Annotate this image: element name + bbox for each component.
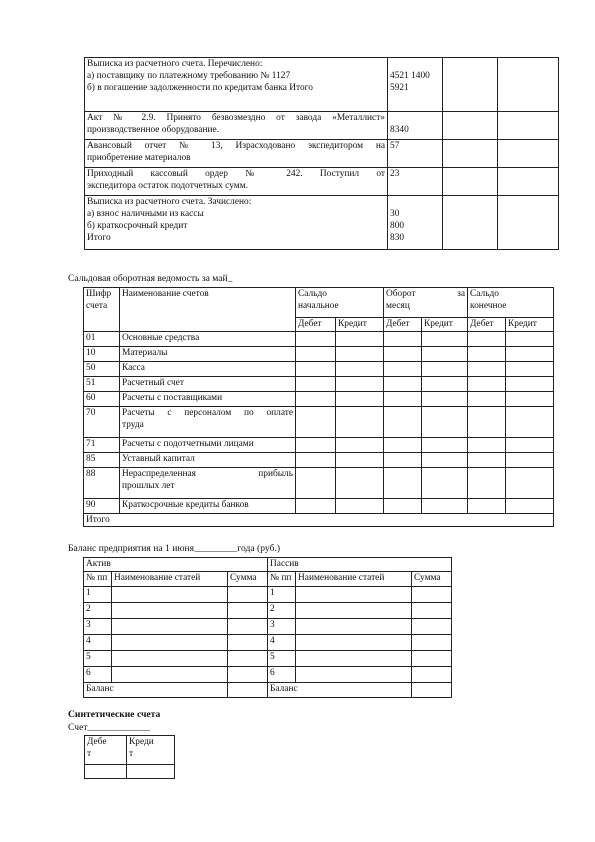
header-closing-credit: Кредит (506, 318, 554, 332)
operation-debit-cell (443, 58, 498, 112)
header-code-line-1: Шифр (86, 289, 112, 299)
turnover-account-name (120, 438, 296, 453)
header-turnover (384, 288, 468, 318)
asset-col-sum: Сумма (228, 572, 268, 587)
operation-amount-line: 830 (390, 233, 405, 243)
turnover-value-cell (506, 392, 554, 407)
operation-amount (388, 196, 443, 250)
liability-row-number: 1 (268, 587, 296, 603)
asset-col-name: Наименование статей (112, 572, 228, 587)
asset-row-sum (228, 619, 268, 635)
liability-row-number: 3 (268, 619, 296, 635)
turnover-caption: Сальдовая оборотная ведомость за май_ (68, 273, 233, 284)
turnover-account-code: 50 (84, 362, 120, 377)
liability-col-sum: Сумма (412, 572, 452, 587)
turnover-value-cell (384, 407, 422, 438)
balance-row (84, 667, 452, 683)
operation-amount-line (390, 152, 440, 164)
turnover-value-cell (422, 453, 468, 468)
operation-credit-cell (498, 140, 559, 168)
operation-amount-line (390, 112, 440, 124)
turnover-value-cell (296, 407, 336, 438)
operation-text-line: производственное оборудование. (87, 125, 220, 135)
operation-amount-line: 800 (390, 221, 405, 231)
liability-row-number: 6 (268, 667, 296, 683)
operation-text-line: а) поставщику по платежному требованию № 1127 (87, 71, 291, 81)
liability-col-name: Наименование статей (296, 572, 412, 587)
liability-row-number: 4 (268, 635, 296, 651)
turnover-value-cell (506, 499, 554, 514)
turnover-row (84, 377, 554, 392)
balance-rows (84, 587, 452, 683)
liability-row-sum (412, 635, 452, 651)
liability-row-sum (412, 619, 452, 635)
turnover-value-cell (422, 377, 468, 392)
turnover-value-cell (384, 453, 422, 468)
header-account-name: Наименование счетов (120, 288, 296, 332)
turnover-account-code: 51 (84, 377, 120, 392)
header-opening-debit: Дебет (296, 318, 336, 332)
liability-row-sum (412, 603, 452, 619)
operation-debit-cell (443, 112, 498, 140)
balance-row (84, 651, 452, 667)
asset-row-sum (228, 603, 268, 619)
asset-balance-sum (228, 683, 268, 698)
liability-row-sum (412, 651, 452, 667)
header-opening-line-1: Сальдо (298, 289, 327, 299)
liability-row-name (296, 619, 412, 635)
turnover-value-cell (296, 392, 336, 407)
turnover-value-cell (296, 499, 336, 514)
turnover-value-cell (506, 438, 554, 453)
turnover-value-cell (506, 347, 554, 362)
turnover-account-name (120, 362, 296, 377)
turnover-value-cell (506, 453, 554, 468)
turnover-account-code: 90 (84, 499, 120, 514)
turnover-account-name (120, 347, 296, 362)
operation-debit-cell (443, 196, 498, 250)
header-opening-balance (296, 288, 384, 318)
operation-text-line: б) краткосрочный кредит (87, 221, 188, 231)
turnover-name-line: труда (122, 420, 144, 430)
turnover-value-cell (384, 347, 422, 362)
asset-row-sum (228, 667, 268, 683)
asset-row-name (112, 635, 228, 651)
turnover-account-name (120, 468, 296, 499)
turnover-value-cell (384, 438, 422, 453)
turnover-value-cell (336, 453, 384, 468)
synthetic-accounts-title: Синтетические счета (68, 709, 161, 720)
turnover-name-line: прошлых лет (122, 481, 175, 491)
operation-description (85, 140, 388, 168)
turnover-value-cell (296, 438, 336, 453)
operation-text-line: приобретение материалов (87, 153, 191, 163)
operation-amount (388, 58, 443, 112)
turnover-value-cell (506, 377, 554, 392)
asset-balance-total: Баланс (84, 683, 228, 698)
turnover-row (84, 362, 554, 377)
synthetic-account-label: Счет_____________ (68, 722, 150, 733)
turnover-value-cell (296, 468, 336, 499)
operation-text-line: Итого (87, 233, 111, 243)
operation-row (85, 58, 559, 112)
asset-row-name (112, 651, 228, 667)
operation-description (85, 196, 388, 250)
turnover-value-cell (336, 362, 384, 377)
turnover-name-line: Расчеты с подотчетными лицами (122, 439, 254, 449)
header-opening-line-2: начальное (298, 301, 339, 311)
turnover-name-line: Материалы (122, 348, 168, 358)
turnover-account-code: 10 (84, 347, 120, 362)
operation-text-line: Выписка из расчетного счета. Перечислено: (87, 59, 263, 69)
operation-credit-cell (498, 112, 559, 140)
turnover-value-cell (384, 332, 422, 347)
turnover-account-code: 70 (84, 407, 120, 438)
operation-text-line: экспедитора остаток подотчетных сумм. (87, 181, 248, 191)
turnover-value-cell (296, 453, 336, 468)
turnover-value-cell (336, 347, 384, 362)
turnover-value-cell (422, 332, 468, 347)
turnover-value-cell (468, 347, 506, 362)
turnover-value-cell (384, 499, 422, 514)
turnover-account-code: 60 (84, 392, 120, 407)
operation-credit-cell (498, 168, 559, 196)
operation-amount-line: 30 (390, 209, 400, 219)
liability-row-name (296, 667, 412, 683)
turnover-total: Итого (84, 514, 554, 527)
turnover-account-name (120, 377, 296, 392)
liability-row-number: 2 (268, 603, 296, 619)
header-turnover-debit: Дебет (384, 318, 422, 332)
header-account-code (84, 288, 120, 332)
turnover-value-cell (336, 438, 384, 453)
turnover-account-code: 01 (84, 332, 120, 347)
turnover-value-cell (336, 332, 384, 347)
balance-table (83, 557, 452, 698)
turnover-name-line: Краткосрочные кредиты банков (122, 500, 249, 510)
turnover-name-line: Касса (122, 363, 145, 373)
operation-text-line: а) взнос наличными из кассы (87, 209, 204, 219)
turnover-row (84, 407, 554, 438)
liability-balance-total: Баланс (268, 683, 412, 698)
operation-description (85, 58, 388, 112)
asset-row-sum (228, 635, 268, 651)
balance-row (84, 619, 452, 635)
asset-row-number: 1 (84, 587, 112, 603)
turnover-value-cell (506, 468, 554, 499)
asset-row-name (112, 603, 228, 619)
header-code-line-2: счета (86, 301, 108, 311)
t-account-debit: Дебе т (85, 736, 127, 765)
turnover-name-line: Уставный капитал (122, 454, 195, 464)
turnover-name-line: Расчетный счет (122, 378, 184, 388)
asset-row-sum (228, 587, 268, 603)
balance-row (84, 603, 452, 619)
turnover-value-cell (468, 438, 506, 453)
turnover-value-cell (506, 362, 554, 377)
t-account-table (84, 735, 175, 779)
liability-row-number: 5 (268, 651, 296, 667)
turnover-name-line: Нераспределенная прибыль (122, 469, 293, 479)
turnover-value-cell (296, 332, 336, 347)
turnover-value-cell (468, 362, 506, 377)
operation-row (85, 140, 559, 168)
operation-amount (388, 168, 443, 196)
header-closing-line-2: конечное (470, 301, 507, 311)
turnover-value-cell (422, 438, 468, 453)
balance-liability-header: Пассив (268, 558, 452, 572)
liability-row-sum (412, 667, 452, 683)
turnover-value-cell (296, 347, 336, 362)
turnover-value-cell (468, 332, 506, 347)
operation-debit-cell (443, 168, 498, 196)
turnover-account-name (120, 407, 296, 438)
turnover-account-code: 85 (84, 453, 120, 468)
asset-row-number: 6 (84, 667, 112, 683)
turnover-value-cell (336, 407, 384, 438)
liability-balance-sum (412, 683, 452, 698)
operation-amount (388, 140, 443, 168)
balance-asset-header: Актив (84, 558, 268, 572)
turnover-value-cell (506, 407, 554, 438)
header-turnover-line-1: Оборот за (386, 289, 466, 299)
turnover-value-cell (384, 377, 422, 392)
turnover-value-cell (384, 392, 422, 407)
turnover-value-cell (384, 468, 422, 499)
turnover-name-line: Основные средства (122, 333, 200, 343)
header-closing-line-1: Сальдо (470, 289, 499, 299)
turnover-account-name (120, 453, 296, 468)
turnover-value-cell (506, 332, 554, 347)
turnover-row (84, 468, 554, 499)
turnover-value-cell (468, 499, 506, 514)
turnover-account-name (120, 332, 296, 347)
header-turnover-credit: Кредит (422, 318, 468, 332)
operation-text-line: Выписка из расчетного счета. Зачислено: (87, 197, 252, 207)
balance-row (84, 635, 452, 651)
header-turnover-line-2: месяц (386, 301, 410, 311)
operation-text-line: Акт № 2.9. Принято безвозмездно от завода «Металлист» (87, 113, 385, 123)
turnover-value-cell (422, 347, 468, 362)
operation-text-line: Приходный кассовый ордер № 242. Поступил от (87, 169, 385, 179)
operation-debit-cell (443, 140, 498, 168)
operation-amount-line: 5921 (390, 83, 409, 93)
asset-col-no: № пп (84, 572, 112, 587)
turnover-value-cell (468, 392, 506, 407)
operation-row (85, 168, 559, 196)
turnover-account-name (120, 499, 296, 514)
asset-row-number: 4 (84, 635, 112, 651)
liability-row-name (296, 651, 412, 667)
liability-row-name (296, 587, 412, 603)
turnover-name-line: Расчеты с персоналом по оплате (122, 408, 293, 418)
turnover-value-cell (296, 362, 336, 377)
turnover-value-cell (468, 377, 506, 392)
turnover-value-cell (296, 377, 336, 392)
operation-amount-line: 4521 1400 (390, 71, 430, 81)
turnover-value-cell (384, 362, 422, 377)
operation-amount-line (390, 180, 440, 192)
turnover-value-cell (336, 377, 384, 392)
operation-credit-cell (498, 196, 559, 250)
turnover-value-cell (422, 362, 468, 377)
operation-row (85, 112, 559, 140)
asset-row-number: 3 (84, 619, 112, 635)
liability-col-no: № пп (268, 572, 296, 587)
operation-text-line: б) в погашение задолженности по кредитам банка Итого (87, 83, 313, 93)
operation-amount-line (390, 58, 440, 70)
asset-row-name (112, 619, 228, 635)
turnover-value-cell (336, 499, 384, 514)
t-account-debit-value (85, 765, 127, 779)
turnover-row (84, 438, 554, 453)
turnover-account-name (120, 392, 296, 407)
operations-body (85, 58, 559, 250)
balance-caption: Баланс предприятия на 1 июня_________года (руб.) (68, 543, 281, 554)
operation-row (85, 196, 559, 250)
turnover-table (83, 287, 554, 527)
t-account-credit: Креди т (127, 736, 175, 765)
turnover-account-code: 88 (84, 468, 120, 499)
turnover-row (84, 499, 554, 514)
turnover-name-line: Расчеты с поставщиками (122, 393, 223, 403)
turnover-value-cell (468, 407, 506, 438)
turnover-value-cell (468, 453, 506, 468)
operation-amount-line: 8340 (390, 125, 409, 135)
operation-amount-line (390, 196, 440, 208)
operation-amount (388, 112, 443, 140)
asset-row-name (112, 667, 228, 683)
turnover-row (84, 392, 554, 407)
asset-row-sum (228, 651, 268, 667)
operation-credit-cell (498, 58, 559, 112)
turnover-rows (84, 332, 554, 514)
header-closing-balance (468, 288, 554, 318)
liability-row-name (296, 603, 412, 619)
asset-row-number: 2 (84, 603, 112, 619)
turnover-value-cell (422, 499, 468, 514)
operation-description (85, 168, 388, 196)
turnover-value-cell (422, 392, 468, 407)
t-account-credit-value (127, 765, 175, 779)
turnover-value-cell (468, 468, 506, 499)
header-opening-credit: Кредит (336, 318, 384, 332)
balance-row (84, 587, 452, 603)
asset-row-number: 5 (84, 651, 112, 667)
operation-amount-line: 57 (390, 141, 400, 151)
turnover-row (84, 453, 554, 468)
operation-amount-line: 23 (390, 169, 400, 179)
turnover-row (84, 347, 554, 362)
turnover-value-cell (422, 407, 468, 438)
operation-description (85, 112, 388, 140)
liability-row-name (296, 635, 412, 651)
operation-text-line: Авансовый отчет № 13, Израсходовано экспедитором на (87, 141, 385, 151)
turnover-account-code: 71 (84, 438, 120, 453)
turnover-row (84, 332, 554, 347)
header-closing-debit: Дебет (468, 318, 506, 332)
liability-row-sum (412, 587, 452, 603)
turnover-value-cell (336, 468, 384, 499)
turnover-value-cell (336, 392, 384, 407)
turnover-value-cell (422, 468, 468, 499)
operations-table (84, 57, 559, 250)
asset-row-name (112, 587, 228, 603)
